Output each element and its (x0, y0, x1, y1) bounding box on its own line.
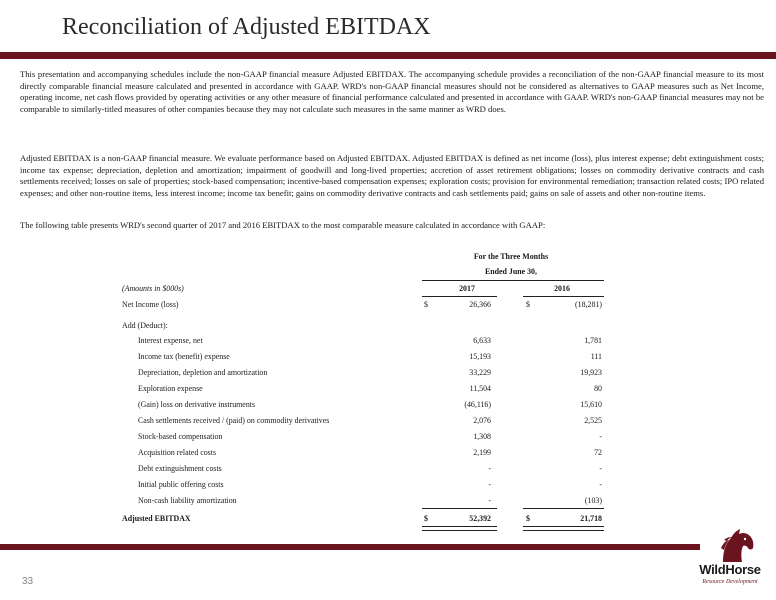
page-number: 33 (22, 576, 34, 587)
year-2016-header: 2016 (554, 284, 570, 293)
table-row (118, 384, 604, 398)
intro-paragraph: This presentation and accompanying schedules include the non-GAAP financial measure Adjusted EBITDAX. The accompanying schedule provides a reconciliation of the non-GAAP financial measure to its most directly comparable financial measure calculated and presented in accordance with GAAP. WRD's non-GAAP financial measures should not be considered as alternatives to GAAP measures such as Net Income, operating income, net cash flows provided by operating activities or any other measure of financial performance calculated and presented in accordance with GAAP. WRD's non-GAAP financial measures may not be comparable to similarly-titled measures of other companies because they may not calculate such measures in the same manner as WRD does. (20, 69, 764, 114)
total-double-underline (422, 526, 497, 531)
row-label: Stock-based compensation (138, 432, 223, 441)
value-2017: 26,366 (469, 300, 491, 309)
value-2017: 33,229 (469, 368, 491, 377)
title-divider (0, 52, 776, 59)
value-2017: 2,199 (473, 448, 491, 457)
row-label: Initial public offering costs (138, 480, 224, 489)
value-2017: (46,116) (464, 400, 491, 409)
value-2017: - (488, 496, 491, 505)
value-2016: 111 (590, 352, 602, 361)
value-2017: 1,308 (473, 432, 491, 441)
year-2017-header: 2017 (459, 284, 475, 293)
value-2016: - (599, 464, 602, 473)
currency-symbol: $ (424, 514, 428, 523)
horse-head-icon (693, 526, 767, 564)
table-row (118, 480, 604, 494)
page-title: Reconciliation of Adjusted EBITDAX (62, 14, 431, 40)
row-label: Cash settlements received / (paid) on commodity derivatives (138, 416, 330, 425)
row-label: (Gain) loss on derivative instruments (138, 400, 256, 409)
net-income-row (118, 300, 604, 314)
table-row (118, 352, 604, 366)
period-subheader: Ended June 30, (485, 267, 537, 276)
table-row (118, 464, 604, 478)
value-2016: 2,525 (584, 416, 602, 425)
value-2016: 21,718 (580, 514, 602, 523)
value-2016: 80 (594, 384, 602, 393)
logo-tagline: Resource Development (702, 579, 758, 585)
value-2017: 2,076 (473, 416, 491, 425)
currency-symbol: $ (526, 300, 530, 309)
value-2016: - (599, 432, 602, 441)
table-row (118, 432, 604, 446)
value-2016: - (599, 480, 602, 489)
value-2017: 15,193 (469, 352, 491, 361)
row-label: Income tax (benefit) expense (138, 352, 230, 361)
units-label: (Amounts in $000s) (122, 284, 184, 293)
value-2017: 11,504 (469, 384, 491, 393)
row-label: Interest expense, net (138, 336, 203, 345)
table-intro-paragraph: The following table presents WRD's second quarter of 2017 and 2016 EBITDAX to the most comparable measure calculated in accordance with GAAP: (20, 220, 546, 230)
table-row (118, 448, 604, 462)
add-deduct-row (118, 321, 604, 335)
subtotal-line (422, 508, 497, 509)
value-2017: - (488, 464, 491, 473)
wildhorse-logo (693, 526, 767, 592)
header-divider (422, 280, 604, 281)
row-label: Net Income (loss) (122, 300, 179, 309)
value-2016: 15,610 (580, 400, 602, 409)
table-row (118, 336, 604, 350)
logo-name: WildHorse (699, 562, 761, 577)
footer-divider (0, 544, 700, 550)
value-2017: 6,633 (473, 336, 491, 345)
table-row (118, 368, 604, 382)
subtotal-line (523, 508, 604, 509)
total-double-underline (523, 526, 604, 531)
value-2016: 1,781 (584, 336, 602, 345)
value-2017: 52,392 (469, 514, 491, 523)
table-row (118, 400, 604, 414)
table-row (118, 416, 604, 430)
value-2016: 72 (594, 448, 602, 457)
value-2016: (103) (584, 496, 602, 505)
row-label: Depreciation, depletion and amortization (138, 368, 268, 377)
currency-symbol: $ (526, 514, 530, 523)
row-label: Add (Deduct): (122, 321, 168, 330)
row-label: Debt extinguishment costs (138, 464, 222, 473)
value-2016: (18,281) (575, 300, 602, 309)
value-2017: - (488, 480, 491, 489)
value-2016: 19,923 (580, 368, 602, 377)
row-label: Exploration expense (138, 384, 203, 393)
row-label: Adjusted EBITDAX (122, 514, 191, 523)
period-header: For the Three Months (473, 252, 549, 261)
row-label: Non-cash liability amortization (138, 496, 237, 505)
definition-paragraph: Adjusted EBITDAX is a non-GAAP financial measure. We evaluate performance based on Adjusted EBITDAX. Adjusted EBITDAX is defined as net income (loss), plus interest expense; debt extinguishment costs; income tax expense; depreciation, depletion and amortization; impairment of goodwill and long-lived properties; accretion of asset retirement obligations; losses on commodity derivative contracts and cash settlements received; losses on sale of properties; stock-based compensation; incentive-based compensation expenses; exploration costs; provision for environmental remediation; transaction related costs; IPO related expenses; and other non-routine items, less interest income; income tax benefit; gains on commodity derivative contracts and cash settlements paid; gains on sale of assets and other non-routine items. (20, 153, 764, 198)
year-underline (422, 296, 497, 297)
row-label: Acquisition related costs (138, 448, 217, 457)
currency-symbol: $ (424, 300, 428, 309)
year-underline (523, 296, 604, 297)
